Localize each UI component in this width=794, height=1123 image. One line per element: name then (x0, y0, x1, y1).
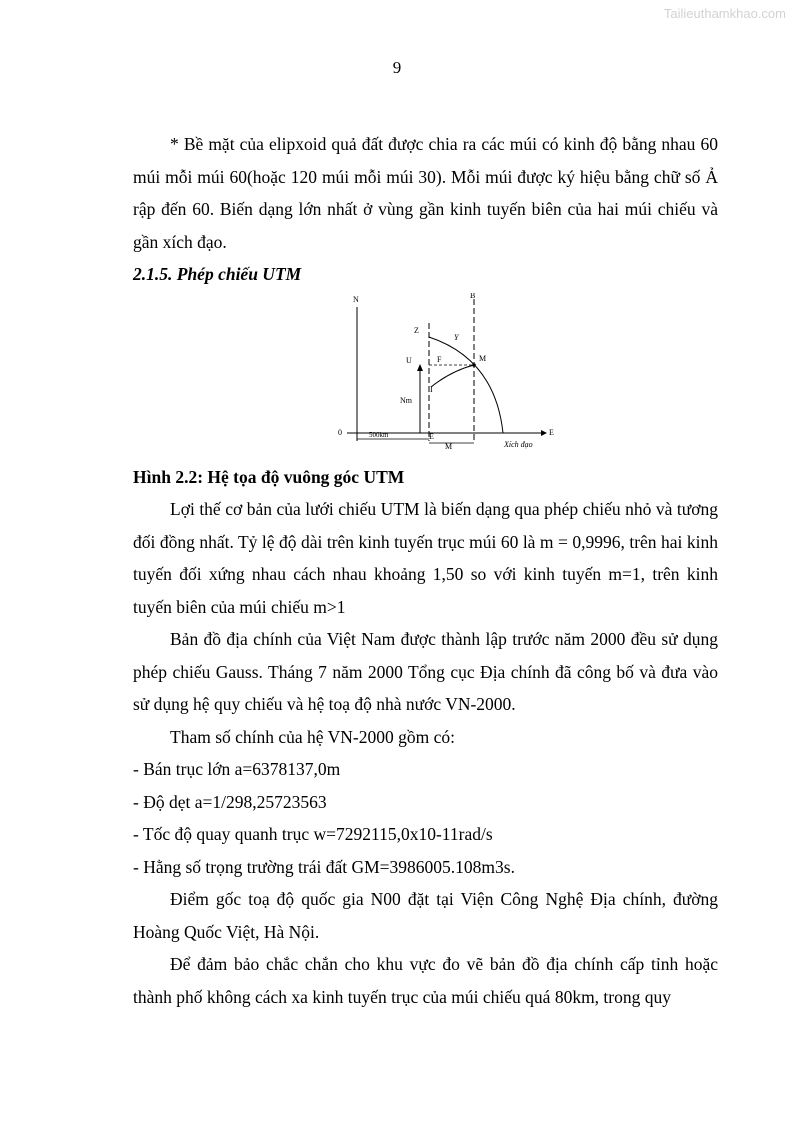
label-f: F (437, 354, 442, 364)
label-u: U (406, 355, 412, 365)
paragraph-origin: Điểm gốc toạ độ quốc gia N00 đặt tại Viện Công Nghệ Địa chính, đường Hoàng Quốc Việt, Hà Nội. (133, 889, 718, 942)
param-item: - Hằng số trọng trường trái đất GM=3986005.108m3s. (133, 856, 515, 877)
page-number: 9 (392, 58, 402, 77)
paragraph-advantage: Lợi thế cơ bản của lưới chiếu UTM là biến dạng qua phép chiếu nhỏ và tương đối đồng nhất. Tỷ lệ độ dài trên kinh tuyến trục múi 60 là m = 0,9996, trên hai kinh tuyến đối xứng nhau cách nhau khoảng 1,50 so với kinh tuyến m=1, trên kinh tuyến biên của múi chiếu m>1 (133, 499, 718, 617)
e-axis-arrow (541, 430, 547, 436)
label-origin: 0 (338, 427, 342, 437)
param-item: - Độ dẹt a=1/298,25723563 (133, 791, 327, 812)
nm-arrow-head (417, 364, 423, 371)
label-i: I (430, 384, 433, 394)
watermark: Tailieuthamkhao.com (663, 6, 786, 21)
document-body (133, 128, 718, 1013)
label-e-axis: E (549, 427, 554, 437)
label-n: N (353, 294, 359, 304)
params-title: Tham số chính của hệ VN-2000 gồm có: (170, 726, 455, 747)
param-item: - Bán trục lớn a=6378137,0m (133, 759, 341, 779)
section-heading: 2.1.5. Phép chiếu UTM (133, 264, 302, 284)
label-b: B (470, 292, 476, 300)
paragraph-intro: * Bề mặt của elipxoid quả đất được chia ra các múi có kinh độ bằng nhau 60 múi mỗi múi 60(hoặc 120 múi mỗi múi 30). Mỗi múi được ký hiệu bằng chữ số Ả rập đến 60. Biến dạng lớn nhất ở vùng gần kinh tuyến biên của hai múi chiếu và gần xích đạo. (133, 134, 718, 252)
figure-caption: Hình 2.2: Hệ tọa độ vuông góc UTM (133, 466, 405, 487)
label-distance: 500km (369, 430, 389, 439)
label-equator: Xích đạo (504, 439, 533, 449)
utm-diagram (133, 291, 718, 461)
label-e-foot: E (429, 431, 434, 441)
label-y: Y (454, 332, 459, 342)
paragraph-last: Để đảm bảo chắc chắn cho khu vực đo vẽ bản đồ địa chính cấp tỉnh hoặc thành phố không cách xa kinh tuyến trục của múi chiếu quá 80km, trong quy (133, 954, 718, 1007)
label-m-point: M (479, 353, 487, 363)
paragraph-vn2000: Bản đồ địa chính của Việt Nam được thành lập trước năm 2000 đều sử dụng phép chiếu Gauss. Tháng 7 năm 2000 Tổng cục Địa chính đã công bố và đưa vào sử dụng hệ quy chiếu và hệ toạ độ nhà nước VN-2000. (133, 629, 718, 714)
label-m-foot: M (445, 441, 453, 451)
label-nm: Nm (400, 395, 412, 405)
param-item: - Tốc độ quay quanh trục w=7292115,0x10-11rad/s (133, 824, 493, 844)
parallel-arc (431, 365, 474, 387)
label-z: Z (414, 325, 419, 335)
meridian-curve (429, 337, 503, 433)
